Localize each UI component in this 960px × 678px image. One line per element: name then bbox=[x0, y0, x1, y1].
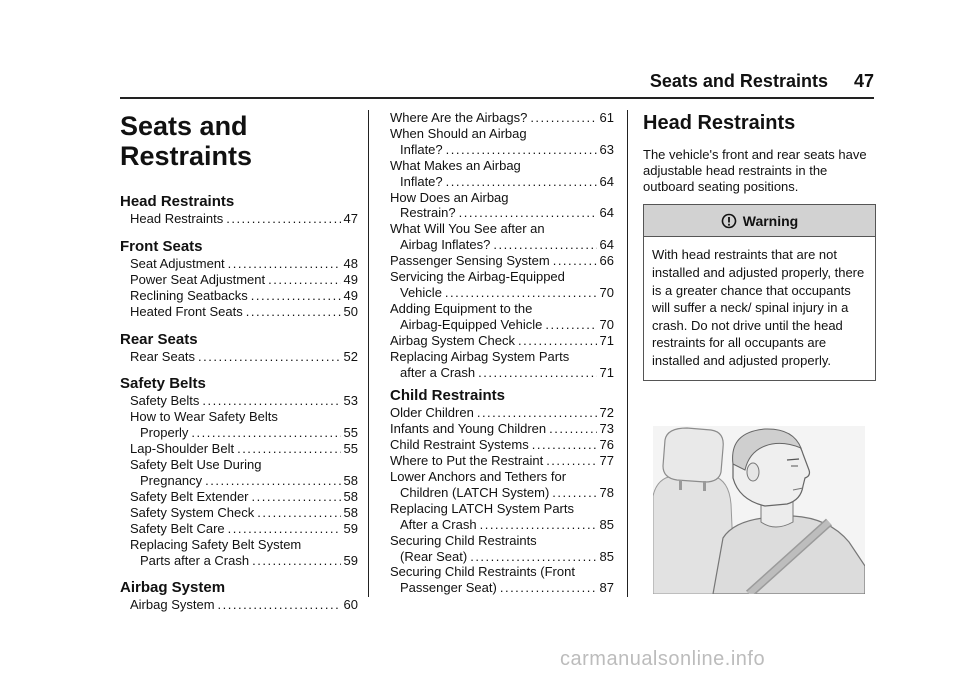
toc-entry-text: Securing Child Restraints bbox=[390, 532, 537, 548]
toc-page-number: 61 bbox=[599, 110, 614, 125]
toc-entry-row bbox=[390, 174, 614, 190]
toc-entry-text: Infants and Young Children bbox=[390, 421, 547, 437]
toc-entry bbox=[390, 158, 614, 190]
toc-entry bbox=[390, 221, 614, 253]
dot-leader bbox=[226, 211, 340, 227]
toc-entry-text: Heated Front Seats bbox=[130, 303, 243, 319]
toc-page-number: 76 bbox=[599, 437, 614, 453]
toc-page-number: 64 bbox=[599, 173, 614, 189]
dot-leader bbox=[246, 304, 341, 320]
toc-entry-row bbox=[130, 425, 358, 441]
toc-entry-text: Airbag Inflates? bbox=[400, 237, 491, 253]
toc-entry bbox=[390, 269, 614, 301]
toc-page-number: 58 bbox=[343, 472, 358, 488]
dot-leader bbox=[218, 597, 341, 613]
toc-entry-text: Vehicle bbox=[400, 284, 442, 300]
toc-page-number: 72 bbox=[599, 405, 614, 421]
toc-page-number: 52 bbox=[343, 348, 358, 364]
toc-entry bbox=[390, 405, 614, 421]
toc-page-number: 49 bbox=[343, 287, 358, 303]
toc-entry bbox=[390, 453, 614, 469]
toc-entry-text: Rear Seats bbox=[130, 348, 196, 364]
toc-entry-row bbox=[390, 285, 614, 301]
toc-entry bbox=[130, 409, 358, 441]
toc-entry-row bbox=[130, 272, 358, 288]
toc-page-number: 48 bbox=[343, 255, 358, 271]
toc-entry-text: Where to Put the Restraint bbox=[390, 453, 544, 469]
toc-entry-text: (Rear Seat) bbox=[400, 548, 468, 564]
toc-page-number: 85 bbox=[599, 548, 614, 564]
dot-leader bbox=[530, 110, 596, 126]
toc-entry bbox=[390, 126, 614, 158]
dot-leader bbox=[518, 333, 597, 349]
toc-entry-row bbox=[130, 393, 358, 409]
toc-page-number: 71 bbox=[599, 332, 614, 348]
toc-page-number: 63 bbox=[599, 141, 614, 157]
toc-entry bbox=[130, 441, 358, 457]
toc-page-number: 64 bbox=[599, 205, 614, 221]
toc-entry-text: Power Seat Adjustment bbox=[130, 271, 266, 287]
toc-page-number: 71 bbox=[599, 364, 614, 380]
dot-leader bbox=[553, 253, 597, 269]
toc-entry-row bbox=[390, 365, 614, 381]
toc-page-number: 55 bbox=[343, 425, 358, 441]
toc-entry-row bbox=[390, 453, 614, 469]
toc-entry-text: Safety Belt Use During bbox=[130, 457, 262, 473]
chapter-title-line2: Restraints bbox=[120, 141, 253, 171]
dot-leader bbox=[446, 174, 597, 190]
toc-page-number: 87 bbox=[599, 580, 614, 596]
toc-page-number: 60 bbox=[343, 597, 358, 613]
toc-entry-text: Securing Child Restraints (Front bbox=[390, 564, 575, 580]
toc-entry-text: Safety Belt Extender bbox=[130, 488, 249, 504]
toc-entry-text: Parts after a Crash bbox=[140, 552, 250, 568]
toc-entry bbox=[130, 349, 358, 365]
toc-entry bbox=[130, 211, 358, 227]
toc-entry bbox=[390, 190, 614, 222]
toc-entry-text: What Will You See after an bbox=[390, 221, 545, 237]
watermark: carmanualsonline.info bbox=[560, 648, 766, 670]
toc-entry-row bbox=[390, 317, 614, 333]
warning-text: With head restraints that are not installed and adjusted properly, there is a greater chance that occupants will suffer a neck/ spinal injury in a crash. Do not drive until the head restraints for all occupants are installed and adjusted properly. bbox=[652, 247, 865, 368]
toc-entry-text: Airbag-Equipped Vehicle bbox=[400, 316, 543, 332]
toc-entry bbox=[390, 253, 614, 269]
toc-entry-text: Children (LATCH System) bbox=[400, 484, 550, 500]
toc-entry-text: Replacing Airbag System Parts bbox=[390, 348, 570, 364]
toc-entry-row bbox=[130, 597, 358, 613]
dot-leader bbox=[205, 473, 340, 489]
dot-leader bbox=[445, 285, 597, 301]
toc-page-number: 66 bbox=[599, 253, 614, 269]
dot-leader bbox=[198, 349, 340, 365]
toc-entry-row bbox=[130, 256, 358, 272]
toc-entry-text: When Should an Airbag bbox=[390, 125, 527, 141]
toc-entry-text: Head Restraints bbox=[130, 211, 224, 226]
dot-leader bbox=[191, 425, 340, 441]
dot-leader bbox=[252, 489, 341, 505]
toc-entry-row bbox=[390, 549, 614, 565]
toc-entry-row bbox=[130, 521, 358, 537]
content-column bbox=[643, 110, 875, 599]
toc-entry-row bbox=[390, 333, 614, 349]
dot-leader bbox=[477, 405, 597, 421]
dot-leader bbox=[493, 237, 596, 253]
toc-entry bbox=[390, 533, 614, 565]
dot-leader bbox=[446, 142, 597, 158]
toc-entry bbox=[390, 110, 614, 126]
toc-entry-text: Inflate? bbox=[400, 173, 443, 189]
toc-entry-row bbox=[130, 489, 358, 505]
toc-entry bbox=[130, 256, 358, 272]
toc-section-heading: Child Restraints bbox=[390, 387, 506, 405]
toc-entry bbox=[130, 489, 358, 505]
header-title: Seats and Restraints bbox=[649, 71, 828, 91]
toc-entry-row bbox=[390, 205, 614, 221]
toc-section-heading: Rear Seats bbox=[120, 330, 198, 348]
toc-page-number: 55 bbox=[343, 441, 358, 457]
toc-entry-text: Reclining Seatbacks bbox=[130, 287, 248, 303]
toc-page-number: 58 bbox=[343, 488, 358, 504]
toc-page-number: 53 bbox=[343, 393, 358, 409]
toc-column-2 bbox=[390, 110, 614, 596]
dot-leader bbox=[202, 393, 340, 409]
dot-leader bbox=[546, 453, 596, 469]
toc-entry-text: How to Wear Safety Belts bbox=[130, 409, 278, 425]
toc-entry-row bbox=[390, 142, 614, 158]
toc-entry-text: Pregnancy bbox=[140, 472, 203, 488]
toc-entry-row bbox=[130, 441, 358, 457]
toc-entry-row bbox=[130, 505, 358, 521]
dot-leader bbox=[545, 317, 596, 333]
toc-entry bbox=[390, 564, 614, 596]
dot-leader bbox=[532, 437, 597, 453]
toc-entry-row bbox=[390, 237, 614, 253]
toc-entry-text: Servicing the Airbag-Equipped bbox=[390, 269, 565, 285]
toc-entry bbox=[130, 304, 358, 320]
toc-page-number: 59 bbox=[343, 520, 358, 536]
toc-entry-text: Restrain? bbox=[400, 205, 456, 221]
warning-box bbox=[643, 204, 876, 380]
toc-entry bbox=[130, 537, 358, 569]
dot-leader bbox=[252, 553, 340, 569]
toc-entry bbox=[130, 393, 358, 409]
intro-paragraph: The vehicle's front and rear seats have adjustable head restraints in the outboard seating positions. bbox=[643, 147, 867, 194]
toc-page-number: 70 bbox=[599, 284, 614, 300]
section-heading: Head Restraints bbox=[643, 112, 796, 134]
toc-page-number: 47 bbox=[343, 211, 358, 226]
toc-entry bbox=[390, 301, 614, 333]
toc-page-number: 73 bbox=[599, 421, 614, 437]
toc-page-number: 70 bbox=[599, 316, 614, 332]
toc-entry bbox=[390, 437, 614, 453]
dot-leader bbox=[251, 288, 341, 304]
toc-entry-text: Lap-Shoulder Belt bbox=[130, 441, 235, 457]
toc-entry bbox=[390, 333, 614, 349]
toc-entry-text: After a Crash bbox=[400, 516, 477, 532]
toc-entry-text: Safety System Check bbox=[130, 504, 255, 520]
dot-leader bbox=[228, 521, 341, 537]
toc-page-number: 59 bbox=[343, 552, 358, 568]
toc-entry bbox=[130, 457, 358, 489]
toc-section-heading: Airbag System bbox=[120, 579, 226, 597]
toc-page-number: 85 bbox=[599, 516, 614, 532]
toc-entry-text: Replacing LATCH System Parts bbox=[390, 500, 574, 516]
toc-entry-text: Safety Belts bbox=[130, 393, 200, 409]
toc-entry-text: What Makes an Airbag bbox=[390, 157, 521, 173]
toc-entry-text: How Does an Airbag bbox=[390, 189, 509, 205]
dot-leader bbox=[459, 205, 597, 221]
toc-entry-row bbox=[390, 421, 614, 437]
running-header bbox=[650, 71, 874, 92]
warning-header bbox=[644, 205, 875, 237]
dot-leader bbox=[237, 441, 340, 457]
toc-section-heading: Head Restraints bbox=[120, 193, 235, 210]
toc-entry-text: after a Crash bbox=[400, 364, 476, 380]
toc-entry-row bbox=[390, 110, 614, 126]
toc-entry-row bbox=[130, 553, 358, 569]
toc-entry-text: Older Children bbox=[390, 405, 474, 421]
toc-page-number: 64 bbox=[599, 237, 614, 253]
toc-entry-text: Passenger Sensing System bbox=[390, 253, 550, 269]
toc-entry bbox=[130, 597, 358, 613]
toc-page-number: 78 bbox=[599, 484, 614, 500]
toc-entry bbox=[130, 521, 358, 537]
toc-entry-row bbox=[390, 517, 614, 533]
column-divider bbox=[368, 110, 369, 597]
toc-entry-row bbox=[130, 288, 358, 304]
dot-leader bbox=[257, 505, 340, 521]
toc-entry-text: Child Restraint Systems bbox=[390, 437, 529, 453]
toc-page-number: 50 bbox=[343, 303, 358, 319]
dot-leader bbox=[228, 256, 341, 272]
toc-entry-text: Replacing Safety Belt System bbox=[130, 536, 302, 552]
toc-entry-text: Where Are the Airbags? bbox=[390, 110, 528, 125]
toc-entry-text: Safety Belt Care bbox=[130, 520, 225, 536]
dot-leader bbox=[478, 365, 596, 381]
toc-entry bbox=[130, 505, 358, 521]
toc-section-heading: Safety Belts bbox=[120, 375, 206, 393]
toc-entry-row bbox=[130, 473, 358, 489]
toc-entry-row bbox=[130, 211, 358, 227]
toc-entry-text: Passenger Seat) bbox=[400, 580, 497, 596]
toc-entry bbox=[130, 272, 358, 288]
dot-leader bbox=[549, 421, 596, 437]
column-divider bbox=[627, 110, 628, 597]
toc-entry-text: Inflate? bbox=[400, 141, 443, 157]
toc-page-number: 77 bbox=[599, 453, 614, 469]
header-rule bbox=[120, 97, 874, 99]
chapter-title-line1: Seats and bbox=[120, 111, 248, 141]
toc-entry bbox=[390, 501, 614, 533]
toc-entry bbox=[130, 288, 358, 304]
warning-label: Warning bbox=[742, 212, 799, 229]
toc-column-1 bbox=[120, 108, 358, 613]
toc-entry-row bbox=[390, 405, 614, 421]
dot-leader bbox=[480, 517, 597, 533]
toc-entry-text: Airbag System Check bbox=[390, 332, 515, 348]
toc-entry bbox=[390, 349, 614, 381]
toc-entry bbox=[390, 421, 614, 437]
head-restraint-illustration bbox=[653, 426, 865, 594]
toc-entry-row bbox=[390, 485, 614, 501]
warning-icon bbox=[721, 213, 737, 229]
toc-entry-row bbox=[390, 253, 614, 269]
toc-entry-row bbox=[130, 304, 358, 320]
toc-entry-text: Airbag System bbox=[130, 597, 215, 613]
toc-page-number: 49 bbox=[343, 271, 358, 287]
toc-entry-row bbox=[390, 437, 614, 453]
toc-entry-row bbox=[390, 580, 614, 596]
dot-leader bbox=[552, 485, 596, 501]
toc-entry-text: Seat Adjustment bbox=[130, 255, 225, 271]
toc-entry-text: Lower Anchors and Tethers for bbox=[390, 469, 567, 485]
toc-section-heading: Front Seats bbox=[120, 237, 203, 255]
toc-entry-text: Properly bbox=[140, 425, 189, 441]
toc-entry bbox=[390, 469, 614, 501]
dot-leader bbox=[500, 580, 597, 596]
dot-leader bbox=[268, 272, 340, 288]
page-number: 47 bbox=[853, 71, 874, 91]
toc-page-number: 58 bbox=[343, 504, 358, 520]
chapter-title bbox=[120, 111, 358, 171]
toc-entry-text: Adding Equipment to the bbox=[390, 300, 533, 316]
dot-leader bbox=[470, 549, 596, 565]
toc-entry-row bbox=[130, 349, 358, 365]
